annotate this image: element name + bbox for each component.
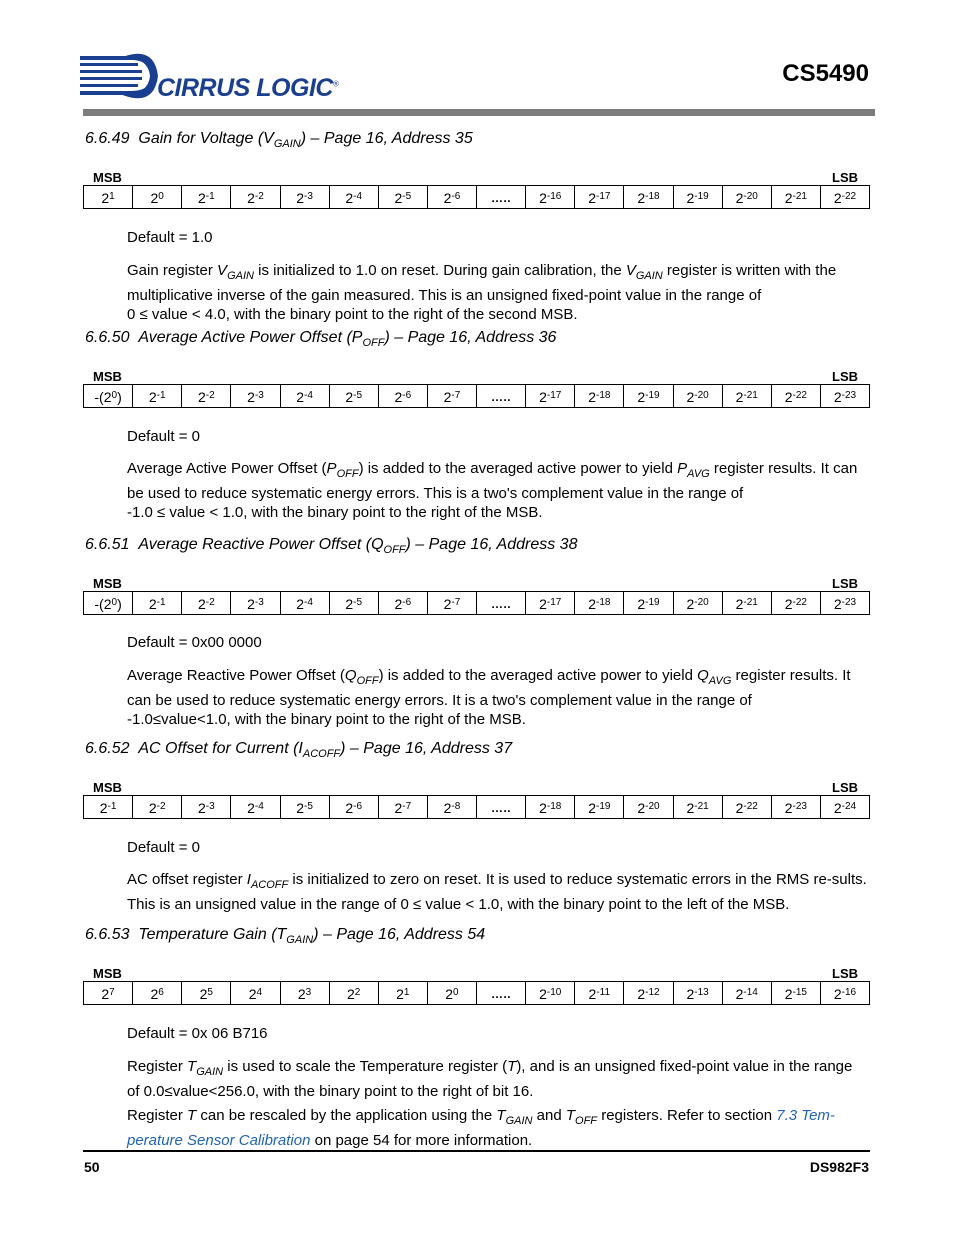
msb-label: MSB [93, 966, 122, 981]
bit-cell: 2 $^{-15}$ [772, 982, 821, 1004]
bit-cell: 2 $^{-18}$ [575, 592, 624, 614]
bit-cell: 2 $^{-20}$ [624, 796, 673, 818]
bit-cell: 2 $^{-21}$ [772, 186, 821, 208]
bit-cell: 2 $^{-21}$ [723, 385, 772, 407]
footer-divider [83, 1150, 870, 1152]
bit-cell: 2 $^{-19}$ [674, 186, 723, 208]
bit-cell: -(2 $^0$ ) [84, 592, 133, 614]
msb-label: MSB [93, 576, 122, 591]
register-bit-table [83, 795, 870, 819]
bit-cell: 2 $^{-20}$ [723, 186, 772, 208]
bit-cell: 2 $^{-5}$ [281, 796, 330, 818]
bit-cell: 2 $^7$ [84, 982, 133, 1004]
bit-cell: 2 $^6$ [133, 982, 182, 1004]
document-number: DS982F3 [809, 1159, 869, 1175]
section-heading: 6.6.52 AC Offset for Current $(I_{ACOFF})$ – Page 16, Address 37 [85, 740, 513, 761]
description-paragraph: Average Reactive Power Offset $(Q_{OFF})$ is added to the averaged active power to yield $Q_{AVG}$ register results. It can be used to reduce systematic energy errors. It is a two's complement value in the range of -1.0≤value<1.0, with the binary point to the right of the MSB. [127, 667, 851, 728]
bit-cell: -(2 $^0$ ) [84, 385, 133, 407]
bit-cell: 2 $^{-2}$ [231, 186, 280, 208]
bit-cell: 2 $^{-21}$ [723, 592, 772, 614]
bit-cell: 2 $^{-14}$ [723, 982, 772, 1004]
bit-cell: 2 $^{-20}$ [674, 592, 723, 614]
bit-cell: 2 $^{-19}$ [624, 385, 673, 407]
bit-cell: 2 $^{-16}$ [526, 186, 575, 208]
bit-cell: 2 $^{-2}$ [133, 796, 182, 818]
bit-cell: 2 $^{-16}$ [821, 982, 870, 1004]
description-paragraph: Gain register $V_{GAIN}$ is initialized to 1.0 on reset. During gain calibration, the $V_{GAIN}$ register is written with the multiplicative inverse of the gain measured. This is an unsigned fixed-point value in the range of 0 ≤ value < 4.0, with the binary point to the right of the second MSB. [127, 262, 837, 323]
bit-cell: 2 $^{-4}$ [281, 385, 330, 407]
bit-cell: 2 $^{-4}$ [231, 796, 280, 818]
logo-wordmark: CIRRUS LOGIC® [157, 74, 339, 102]
bit-cell: 2 $^{-13}$ [674, 982, 723, 1004]
bit-cell: 2 $^{-19}$ [575, 796, 624, 818]
msb-label: MSB [93, 170, 122, 185]
bit-cell: 2 $^{-3}$ [281, 186, 330, 208]
bit-cell: 2 $^0$ [428, 982, 477, 1004]
bit-cell: 2 $^{-21}$ [674, 796, 723, 818]
bit-cell: 2 $^{-17}$ [575, 186, 624, 208]
bit-cell: 2 $^{-17}$ [526, 592, 575, 614]
bit-cell: ….. [477, 796, 526, 818]
bit-cell: 2 $^{-6}$ [330, 796, 379, 818]
bit-cell: 2 $^{-1}$ [84, 796, 133, 818]
lsb-label: LSB [832, 780, 858, 795]
bit-cell: 2 $^{-3}$ [182, 796, 231, 818]
section-heading: 6.6.53 Temperature Gain $(T_{GAIN})$ – Page 16, Address 54 [85, 926, 486, 947]
lsb-label: LSB [832, 576, 858, 591]
bit-cell: 2 $^{-12}$ [624, 982, 673, 1004]
bit-cell: 2 $^{-22}$ [772, 592, 821, 614]
description-paragraph: AC offset register $I_{ACOFF}$ is initialized to zero on reset. It is used to reduce systematic errors in the RMS re-sults. This is an unsigned value in the range of 0 ≤ value < 1.0, with the binary point to the left of the MSB. [127, 871, 867, 913]
bit-cell: 2 $^{-1}$ [133, 385, 182, 407]
bit-cell: 2 $^{-18}$ [575, 385, 624, 407]
bit-cell: 2 $^{-3}$ [231, 385, 280, 407]
register-bit-table [83, 981, 870, 1005]
bit-cell: 2 $^{-4}$ [281, 592, 330, 614]
bit-cell: 2 $^5$ [182, 982, 231, 1004]
bit-cell: 2 $^{-23}$ [821, 385, 870, 407]
bit-cell: ….. [477, 186, 526, 208]
bit-cell: ….. [477, 592, 526, 614]
bit-cell: 2 $^{-22}$ [821, 186, 870, 208]
bit-cell: 2 $^2$ [330, 982, 379, 1004]
msb-label: MSB [93, 369, 122, 384]
bit-cell: 2 $^{-8}$ [428, 796, 477, 818]
default-value: Default = 0x00 0000 [127, 634, 262, 651]
bit-cell: 2 $^{-10}$ [526, 982, 575, 1004]
bit-cell: 2 $^{-3}$ [231, 592, 280, 614]
register-bit-table [83, 591, 870, 615]
default-value: Default = 0x 06 B716 [127, 1025, 268, 1042]
default-value: Default = 1.0 [127, 229, 213, 246]
bit-cell: 2 $^{-6}$ [428, 186, 477, 208]
bit-cell: 2 $^1$ [379, 982, 428, 1004]
bit-cell: 2 $^{-17}$ [526, 385, 575, 407]
register-bit-table [83, 384, 870, 408]
section-heading: 6.6.49 Gain for Voltage $(V_{GAIN})$ – Page 16, Address 35 [85, 130, 473, 151]
bit-cell: 2 $^{-5}$ [379, 186, 428, 208]
bit-cell: 2 $^1$ [84, 186, 133, 208]
description-paragraph-2: Register T can be rescaled by the application using the $T_{GAIN}$ and $T_{OFF}$ registers. Refer to section 7.3 Tem-perature Sensor Calibration on page 54 for more information. [127, 1107, 835, 1149]
bit-cell: 2 $^{-7}$ [428, 592, 477, 614]
bit-cell: 2 $^{-2}$ [182, 592, 231, 614]
bit-cell: ….. [477, 982, 526, 1004]
product-title: CS5490 [782, 60, 869, 87]
bit-cell: 2 $^{-7}$ [379, 796, 428, 818]
description-paragraph: Average Active Power Offset $(P_{OFF})$ is added to the averaged active power to yield $P_{AVG}$ register results. It can be used to reduce systematic energy errors. This is a two's complement value in the range of -1.0 ≤ value < 1.0, with the binary point to the right of the MSB. [127, 460, 858, 521]
bit-cell: 2 $^{-1}$ [182, 186, 231, 208]
bit-cell: 2 $^{-24}$ [821, 796, 870, 818]
section-link[interactable]: 7.3 Tem-perature Sensor Calibration [127, 1107, 835, 1149]
default-value: Default = 0 [127, 428, 200, 445]
bit-cell: 2 $^{-20}$ [674, 385, 723, 407]
bit-cell: 2 $^{-18}$ [526, 796, 575, 818]
bit-cell: ….. [477, 385, 526, 407]
lsb-label: LSB [832, 170, 858, 185]
bit-cell: 2 $^{-22}$ [772, 385, 821, 407]
register-bit-table [83, 185, 870, 209]
bit-cell: 2 $^{-4}$ [330, 186, 379, 208]
default-value: Default = 0 [127, 839, 200, 856]
bit-cell: 2 $^{-22}$ [723, 796, 772, 818]
bit-cell: 2 $^{-2}$ [182, 385, 231, 407]
bit-cell: 2 $^{-5}$ [330, 592, 379, 614]
bit-cell: 2 $^3$ [281, 982, 330, 1004]
page-number: 50 [84, 1159, 100, 1175]
bit-cell: 2 $^4$ [231, 982, 280, 1004]
bit-cell: 2 $^{-18}$ [624, 186, 673, 208]
msb-label: MSB [93, 780, 122, 795]
header-divider [83, 109, 875, 116]
bit-cell: 2 $^{-6}$ [379, 385, 428, 407]
lsb-label: LSB [832, 369, 858, 384]
bit-cell: 2 $^0$ [133, 186, 182, 208]
bit-cell: 2 $^{-11}$ [575, 982, 624, 1004]
lsb-label: LSB [832, 966, 858, 981]
bit-cell: 2 $^{-23}$ [772, 796, 821, 818]
bit-cell: 2 $^{-23}$ [821, 592, 870, 614]
bit-cell: 2 $^{-19}$ [624, 592, 673, 614]
section-heading: 6.6.51 Average Reactive Power Offset $(Q_{OFF})$ – Page 16, Address 38 [85, 536, 578, 557]
bit-cell: 2 $^{-5}$ [330, 385, 379, 407]
bit-cell: 2 $^{-6}$ [379, 592, 428, 614]
description-paragraph: Register $T_{GAIN}$ is used to scale the Temperature register (T), and is an unsigned fixed-point value in the range of 0.0≤value<256.0, with the binary point to the right of bit 16. [127, 1058, 853, 1100]
section-heading: 6.6.50 Average Active Power Offset $(P_{OFF})$ – Page 16, Address 36 [85, 329, 557, 350]
bit-cell: 2 $^{-1}$ [133, 592, 182, 614]
bit-cell: 2 $^{-7}$ [428, 385, 477, 407]
